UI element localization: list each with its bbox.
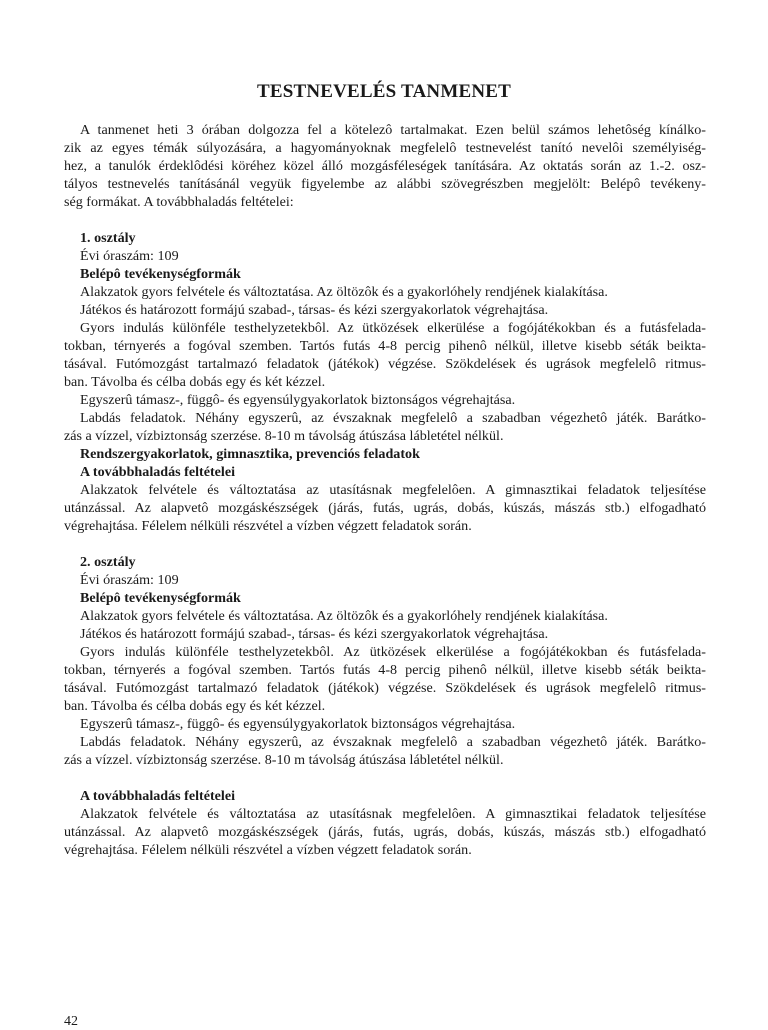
page-number: 42 [64, 1014, 78, 1029]
grade2-condition-line: végrehajtása. Félelem nélküli részvétel a vízben végzett feladatok során. [64, 842, 472, 858]
grade2-subheading: A továbbhaladás feltételei [80, 788, 236, 804]
grade2-line: Játékos és határozott formájú szabad-, társas- és kézi szergyakorlatok végrehajtása. [80, 626, 549, 642]
intro-line: hez, a tanulók érdeklôdési köréhez közel álló mozgásféleségek tanítására. Az oktatás során az 1.-2. osz- [64, 158, 706, 174]
grade2-condition-line: Alakzatok felvétele és változtatása az utasításnak megfelelôen. A gimnasztikai feladatok teljesítése [80, 806, 706, 822]
grade1-condition-line: végrehajtása. Félelem nélküli részvétel a vízben végzett feladatok során. [64, 518, 472, 534]
grade2-line: Alakzatok gyors felvétele és változtatása. Az öltözôk és a gyakorlóhely rendjének kialakítása. [80, 608, 608, 624]
grade1-line: Gyors indulás különféle testhelyzetekbôl. Az ütközések elkerülése a fogójátékokban és a futásfelada- [80, 320, 706, 336]
grade1-subheading: Belépô tevékenységformák [80, 266, 241, 282]
grade2-line: ban. Távolba és célba dobás egy és két kézzel. [64, 698, 326, 714]
grade2-condition-line: utánzással. Az alapvetô mozgáskészségek (járás, futás, ugrás, dobás, kúszás, mászás stb.) elfogadható [64, 824, 706, 840]
grade1-line: ban. Távolba és célba dobás egy és két kézzel. [64, 374, 326, 390]
grade2-line: Labdás feladatok. Néhány egyszerû, az évszaknak megfelelô a szabadban végezhetô játék. Barátko- [80, 734, 706, 750]
grade1-line: Játékos és határozott formájú szabad-, társas- és kézi szergyakorlatok végrehajtása. [80, 302, 549, 318]
intro-line: A tanmenet heti 3 órában dolgozza fel a kötelezô tartalmakat. Ezen belül számos lehetôség kínálko- [80, 122, 706, 138]
grade1-subheading: Rendszergyakorlatok, gimnasztika, prevenciós feladatok [80, 446, 420, 462]
intro-line: tályos testnevelés tanításánál vegyük figyelembe az alábbi szövegrészben megjelölt: Belépô tevékeny- [64, 176, 706, 192]
grade2-line: Gyors indulás különféle testhelyzetekbôl. Az ütközések elkerülése a fogójátékokban és futásfelada- [80, 644, 706, 660]
grade2-subheading: Belépô tevékenységformák [80, 590, 241, 606]
grade2-line: Egyszerû támasz-, függô- és egyensúlygyakorlatok biztonságos végrehajtása. [80, 716, 516, 732]
grade1-line: tokban, térnyerés a fogóval szemben. Tartós futás 4-8 percig pihenô nélkül, illetve kisebb séták beikta- [64, 338, 706, 354]
grade1-hours: Évi óraszám: 109 [80, 248, 179, 264]
grade2-line: tokban, térnyerés a fogóval szemben. Tartós futás 4-8 percig pihenô nélkül, illetve kisebb séták beikta- [64, 662, 706, 678]
grade2-hours: Évi óraszám: 109 [80, 572, 179, 588]
page-title: TESTNEVELÉS TANMENET [256, 81, 512, 102]
grade2-line: zás a vízzel. vízbiztonság szerzése. 8-10 m távolság átúszása lábletétel nélkül. [64, 752, 504, 768]
grade1-line: tásával. Futómozgást tartalmazó feladatok (játékok) végzése. Szökdelések és ugrások megfelelô ritmus- [64, 356, 706, 372]
grade1-subheading: A továbbhaladás feltételei [80, 464, 236, 480]
grade1-condition-line: utánzással. Az alapvetô mozgáskészségek (járás, futás, ugrás, dobás, kúszás, mászás stb.) elfogadható [64, 500, 706, 516]
intro-line: ség formákat. A továbbhaladás feltételei: [64, 194, 294, 210]
grade1-condition-line: Alakzatok felvétele és változtatása az utasításnak megfelelôen. A gimnasztikai feladatok teljesítése [80, 482, 706, 498]
grade1-line: Labdás feladatok. Néhány egyszerû, az évszaknak megfelelô a szabadban végezhetô játék. Barátko- [80, 410, 706, 426]
grade2-heading: 2. osztály [80, 554, 136, 570]
grade1-line: Egyszerû támasz-, függô- és egyensúlygyakorlatok biztonságos végrehajtása. [80, 392, 516, 408]
intro-line: zik az egyes témák súlyozására, a hagyományoknak megfelelô testnevelést tanító nevelôi személyiség- [64, 140, 706, 156]
grade1-heading: 1. osztály [80, 230, 136, 246]
grade1-line: Alakzatok gyors felvétele és változtatása. Az öltözôk és a gyakorlóhely rendjének kialakítása. [80, 284, 608, 300]
grade1-line: zás a vízzel, vízbiztonság szerzése. 8-10 m távolság átúszása lábletétel nélkül. [64, 428, 504, 444]
grade2-line: tásával. Futómozgást tartalmazó feladatok (játékok) végzése. Szökdelések és ugrások megfelelô ritmus- [64, 680, 706, 696]
body-text [64, 121, 706, 859]
